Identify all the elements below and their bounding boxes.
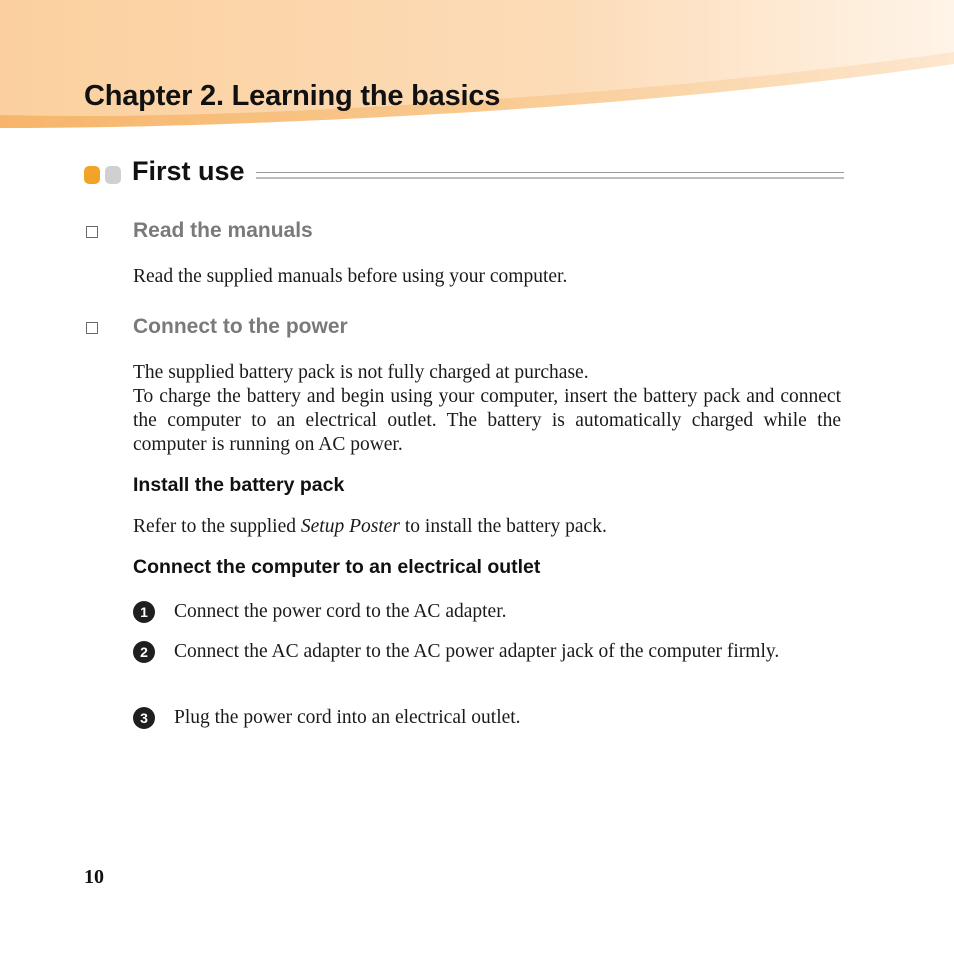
step-3-text: Plug the power cord into an electrical outlet. [174, 707, 521, 728]
section-header [84, 154, 844, 194]
page-number: 10 [84, 866, 104, 888]
topic-body-paragraph: To charge the battery and begin using your computer, insert the battery pack and connect the computer to an electrical outlet. The battery is automatically charged while the computer is running on AC power. [133, 386, 841, 455]
topic-heading-connect-power: Connect to the power [133, 315, 348, 338]
section-divider [256, 172, 844, 179]
grey-dot-icon [105, 166, 121, 184]
subsection-heading-connect-outlet: Connect the computer to an electrical outlet [133, 556, 541, 578]
subsection-body-install-battery [133, 515, 841, 539]
orange-dot-icon [84, 166, 100, 184]
square-bullet-icon [86, 322, 98, 334]
step-2-text: Connect the AC adapter to the AC power adapter jack of the computer firmly. [174, 641, 780, 662]
setup-poster-reference: Setup Poster [300, 516, 400, 537]
header-swoosh-decoration [0, 0, 954, 140]
subsection-heading-install-battery: Install the battery pack [133, 474, 345, 496]
chapter-title: Chapter 2. Learning the basics [84, 80, 501, 112]
step-1-text: Connect the power cord to the AC adapter. [174, 601, 507, 622]
section-title: First use [132, 156, 245, 186]
topic-body-read-manuals: Read the supplied manuals before using your computer. [133, 266, 568, 287]
square-bullet-icon [86, 226, 98, 238]
topic-body-line-1: The supplied battery pack is not fully charged at purchase. [133, 362, 589, 383]
section-marker-icon [84, 166, 124, 184]
step-3-number-icon: 3 [133, 707, 155, 729]
step-1-number-icon: 1 [133, 601, 155, 623]
install-text-after: to install the battery pack. [399, 516, 607, 537]
topic-heading-read-manuals: Read the manuals [133, 219, 313, 242]
step-2-number-icon: 2 [133, 641, 155, 663]
install-text-before: Refer to the supplied [133, 516, 301, 537]
